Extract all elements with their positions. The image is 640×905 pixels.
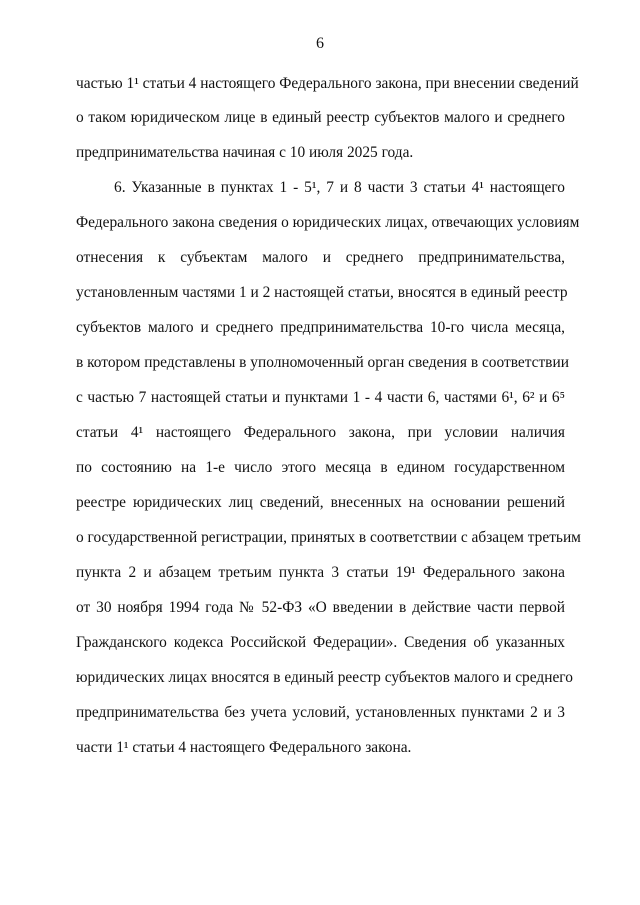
paragraph-line: предпринимательства начиная с 10 июля 2025 года. [76,144,414,161]
paragraph-line: от 30 ноября 1994 года № 52-ФЗ «О введении в действие части первой [76,599,565,616]
paragraph-line: установленным частями 1 и 2 настоящей статьи, вносятся в единый реестр [76,284,568,301]
paragraph-line: о государственной регистрации, принятых в соответствии с абзацем третьим [76,529,581,546]
paragraph-line: с частью 7 настоящей статьи и пунктами 1 - 4 части 6, частями 6¹, 6² и 6⁵ [76,389,565,406]
paragraph-line: о таком юридическом лице в единый реестр субъектов малого и среднего [76,109,565,126]
page-number: 6 [316,35,324,52]
paragraph-line: статьи 4¹ настоящего Федерального закона, при условии наличия [76,424,565,441]
paragraph-line: отнесения к субъектам малого и среднего предпринимательства, [76,249,565,266]
paragraph-line: Федерального закона сведения о юридических лицах, отвечающих условиям [76,214,580,231]
paragraph-line: 6. Указанные в пунктах 1 - 5¹, 7 и 8 части 3 статьи 4¹ настоящего [114,179,565,196]
paragraph-line: предпринимательства без учета условий, установленных пунктами 2 и 3 [76,704,565,721]
paragraph-line: реестре юридических лиц сведений, внесенных на основании решений [76,494,565,511]
paragraph-line: субъектов малого и среднего предпринимательства 10-го числа месяца, [76,319,565,336]
paragraph-line: частью 1¹ статьи 4 настоящего Федерального закона, при внесении сведений [76,75,579,92]
paragraph-line: в котором представлены в уполномоченный орган сведения в соответствии [76,354,569,371]
paragraph-line: пункта 2 и абзацем третьим пункта 3 статьи 19¹ Федерального закона [76,564,565,581]
paragraph-line: части 1¹ статьи 4 настоящего Федерального закона. [76,739,412,756]
paragraph-line: Гражданского кодекса Российской Федерации». Сведения об указанных [76,634,565,651]
paragraph-line: по состоянию на 1-е число этого месяца в едином государственном [76,459,565,476]
paragraph-line: юридических лицах вносятся в единый реестр субъектов малого и среднего [76,669,573,686]
